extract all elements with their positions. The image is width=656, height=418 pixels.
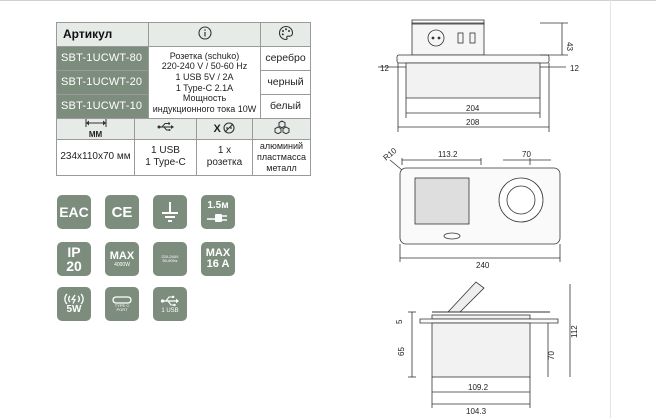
socket-count-icon: X (197, 119, 253, 140)
usb-line: 1 Type-C (145, 157, 186, 169)
materials-icon (253, 119, 311, 140)
voltage-bottom: 50-60Hz (162, 258, 178, 263)
dim-height: 43 (565, 42, 574, 51)
dim-depth: 65 (397, 347, 406, 356)
usb-value (135, 139, 197, 175)
desc-line: 220-240 V / 50-60 Hz (161, 61, 248, 72)
desc-line: 1 USB 5V / 2A (175, 71, 234, 82)
usb-text: 1 USB (161, 307, 179, 314)
desc-line: индукционного тока 10W (152, 103, 257, 114)
description-cell (149, 47, 261, 119)
desc-line: Розетка (schuko) (169, 50, 240, 61)
front-view (378, 20, 568, 132)
plug-icon (206, 211, 230, 223)
sockets-line: розетка (206, 157, 243, 169)
desc-line: 1 Type-C 2.1A (175, 82, 234, 93)
dim-total: 112 (570, 325, 579, 338)
wireless-text: 5W (66, 304, 82, 315)
typec-top: TYPE C (114, 302, 130, 308)
desc-line: Мощность (182, 93, 227, 104)
model-cell: SBT-1UCWT-10 (57, 95, 149, 119)
top-view (390, 158, 560, 262)
dim-outer: 104.3 (466, 407, 487, 416)
model-cell: SBT-1UCWT-20 (57, 71, 149, 95)
voltage-badge (153, 242, 187, 276)
max-power-badge (105, 242, 139, 276)
usb-icon (160, 295, 180, 307)
spec-table (56, 22, 310, 176)
mm-label: ММ (88, 129, 103, 139)
material-line: металл (266, 162, 297, 173)
dim-socket-width: 113.2 (438, 150, 458, 159)
article-header: Артикул (57, 23, 149, 47)
side-view (408, 282, 570, 408)
info-icon (149, 23, 261, 47)
max-power-bottom: 4000W (114, 261, 130, 268)
dimensions-icon (57, 119, 135, 140)
ce-badge (105, 195, 139, 229)
typec-bottom: PORT (116, 307, 128, 312)
material-line: алюминий (259, 141, 304, 152)
eac-text: EAC (59, 204, 89, 220)
dim-inner: 109.2 (468, 383, 489, 392)
wireless-badge (57, 287, 91, 321)
ip-badge (57, 242, 91, 276)
dimensions-text: 234x110x70 мм (60, 151, 131, 163)
dim-charger-width: 70 (522, 150, 531, 159)
color-cell: белый (261, 95, 311, 119)
usb-line: 1 USB (151, 145, 180, 157)
material-line: пластмасса (257, 152, 306, 163)
ip-bottom: 20 (66, 258, 82, 274)
typec-badge (105, 287, 139, 321)
cable-text: 1.5м (207, 200, 229, 211)
technical-drawing (360, 0, 610, 418)
usb-badge (153, 287, 187, 321)
model-cell: SBT-1UCWT-80 (57, 47, 149, 71)
eac-badge (57, 195, 91, 229)
dim-total-width: 240 (476, 261, 490, 270)
dim-flange-right: 12 (570, 64, 579, 73)
max-power-top: MAX (109, 249, 135, 262)
ce-text: CE (111, 203, 133, 221)
ground-icon (160, 201, 180, 223)
max-current-badge (201, 242, 235, 276)
material-value (253, 139, 311, 175)
max-current-top: MAX (205, 247, 231, 259)
ip-top: IP (67, 244, 81, 260)
sockets-value (197, 139, 253, 175)
color-palette-icon (261, 23, 311, 47)
usb-symbol-icon (135, 119, 197, 140)
color-cell: серебро (261, 47, 311, 71)
dim-outer-width: 208 (466, 118, 480, 127)
dim-radius: R10 (381, 146, 399, 163)
dim-top: 5 (395, 319, 404, 324)
dim-body: 70 (547, 351, 556, 360)
voltage-top: 220-240V (161, 253, 179, 259)
ground-badge (153, 195, 187, 229)
dim-inner-width: 204 (466, 104, 480, 113)
dim-flange-left: 12 (380, 64, 389, 73)
dimensions-value (57, 139, 135, 175)
sockets-line: 1 x (217, 145, 232, 157)
cable-length-badge (201, 195, 235, 229)
max-current-bottom: 16 A (206, 258, 230, 270)
color-cell: черный (261, 71, 311, 95)
right-rule (610, 0, 611, 418)
